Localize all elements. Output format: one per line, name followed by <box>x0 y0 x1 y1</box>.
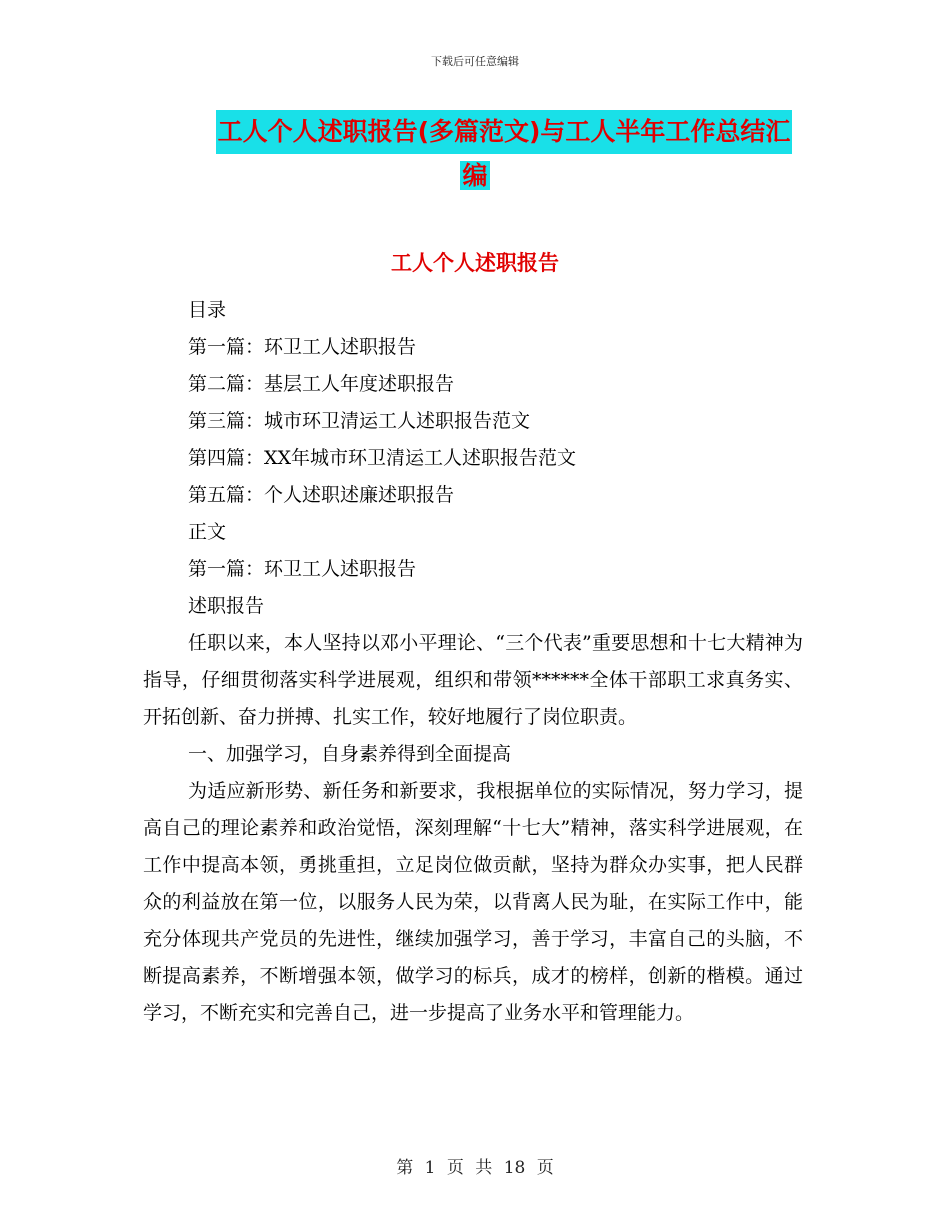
toc-item: 第三篇：城市环卫清运工人述职报告范文 <box>188 410 531 432</box>
toc-label: 目录 <box>188 299 227 321</box>
header-note: 下载后可任意编辑 <box>431 55 519 68</box>
chapter-heading: 第一篇：环卫工人述职报告 <box>188 558 417 580</box>
document-title <box>0 110 950 198</box>
page-footer: 第 1 页 共 18 页 <box>396 1158 554 1178</box>
paragraph: 为适应新形势、新任务和新要求，我根据单位的实际情况，努力学习，提高自己的理论素养和政治觉悟，深刻理解“十七大”精神，落实科学进展观，在工作中提高本领，勇挑重担，立足岗位做贡献，坚持为群众办实事，把人民群众的利益放在第一位，以服务人民为荣，以背离人民为耻，在实际工作中，能充分体现共产党员的先进性，继续加强学习，善于学习，丰富自己的头脑，不断提高素养，不断增强本领，做学习的标兵，成才的榜样，创新的楷模。通过学习，不断充实和完善自己，进一步提高了业务水平和管理能力。 <box>143 780 803 1024</box>
report-label: 述职报告 <box>188 595 265 617</box>
toc-item: 第五篇：个人述职述廉述职报告 <box>188 484 455 506</box>
section-title: 工人个人述职报告 <box>391 251 559 275</box>
subheading: 一、加强学习，自身素养得到全面提高 <box>188 743 512 765</box>
toc-item: 第一篇：环卫工人述职报告 <box>188 336 417 358</box>
toc-item: 第二篇：基层工人年度述职报告 <box>188 373 455 395</box>
body-label: 正文 <box>188 521 227 543</box>
toc-item: 第四篇：XX年城市环卫清运工人述职报告范文 <box>188 447 577 469</box>
paragraph: 任职以来，本人坚持以邓小平理论、“三个代表”重要思想和十七大精神为指导，仔细贯彻落实科学进展观，组织和带领******全体干部职工求真务实、开拓创新、奋力拼搏、扎实工作，较好地履行了岗位职责。 <box>143 632 803 728</box>
title-line-1: 工人个人述职报告(多篇范文)与工人半年工作总结汇 <box>216 110 793 154</box>
title-line-2: 编 <box>462 161 488 190</box>
document-body <box>143 292 803 1032</box>
